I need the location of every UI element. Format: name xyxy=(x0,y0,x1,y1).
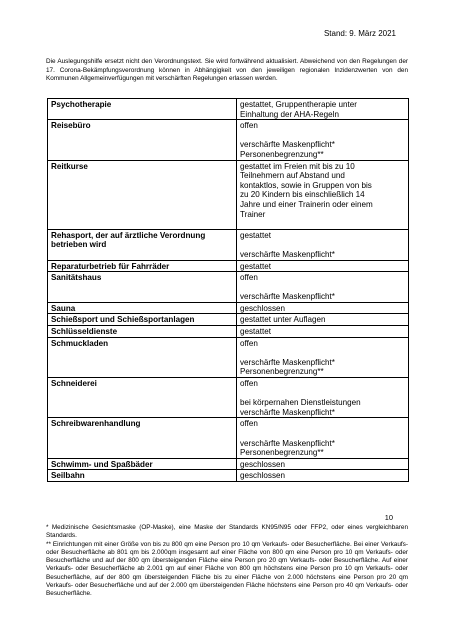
establishment-name: Schneiderei xyxy=(48,378,237,418)
regulation-line: geschlossen xyxy=(240,471,285,481)
table-row xyxy=(48,260,409,272)
table-row xyxy=(48,337,409,377)
regulation-line: kontaktlos, sowie in Gruppen von bis xyxy=(240,180,372,190)
regulation-line: zu 20 Kindern bis einschließlich 14 xyxy=(240,190,365,200)
regulation-line xyxy=(240,429,405,439)
regulation-cell xyxy=(237,302,409,314)
establishment-name: Reparaturbetrieb für Fahrräder xyxy=(48,260,237,272)
regulation-line: Personenbegrenzung** xyxy=(240,149,324,159)
regulation-line: verschärfte Maskenpflicht* xyxy=(240,407,335,417)
establishment-name: Schießsport und Schießsportanlagen xyxy=(48,314,237,326)
rules-table xyxy=(47,98,409,482)
table-row xyxy=(48,120,409,160)
establishment-name: Reisebüro xyxy=(48,120,237,160)
regulation-cell xyxy=(237,272,409,303)
establishment-name: Schlüsseldienste xyxy=(48,326,237,338)
regulation-cell xyxy=(237,470,409,482)
footnotes xyxy=(46,524,408,599)
regulation-line: Jahre und einer Trainerin oder einem xyxy=(240,199,373,209)
table-row xyxy=(48,378,409,418)
regulation-line: geschlossen xyxy=(240,459,285,469)
regulation-line xyxy=(240,283,405,293)
regulation-cell xyxy=(237,314,409,326)
regulation-line: verschärfte Maskenpflicht* xyxy=(240,140,335,150)
regulation-line xyxy=(240,131,405,141)
regulation-cell xyxy=(237,99,409,120)
regulation-cell xyxy=(237,160,409,229)
establishment-name: Psychotherapie xyxy=(48,99,237,120)
regulation-line xyxy=(240,219,405,229)
intro-paragraph: Die Auslegungshilfe ersetzt nicht den Verordnungstext. Sie wird fortwährend aktualisiert. Abweichend von den Regelungen der 17. Corona-Bekämpfungsverordnung können in Abhängigkeit von den jeweiligen regionalen Inzidenzwerten von den Kommunen Allgemeinverfügungen mit verschärften Regelungen erlassen werden. xyxy=(46,58,408,83)
footnote-person-limit: ** Einrichtungen mit einer Größe von bis zu 800 qm eine Person pro 10 qm Verkaufs- oder Besucherfläche. Bei einer Verkaufs- oder Besucherfläche ab 801 qm bis 2.000qm insgesamt auf einer Fläche von 800 qm eine Person pro 10 qm Verkaufs- oder Besucherfläche und auf der 800 qm übersteigenden Fläche eine Person pro 20 qm Verkaufs- oder Besucherfläche. Auf einer Verkaufs- oder Besucherfläche ab 2.001 qm auf einer Fläche von 800 qm höchstens eine Person pro 10 qm Verkaufs- oder Besucherfläche, auf der 800 qm übersteigenden Fläche bis zu einer Fläche von 2.000 höchstens eine Person pro 20 qm Verkaufs- oder Besucherfläche und auf der 2.000 qm übersteigenden Fläche höchstens eine Person pro 40 qm Verkaufs- oder Besucherfläche. xyxy=(46,540,408,598)
regulation-line: offen xyxy=(240,121,258,131)
page-number: 10 xyxy=(384,513,393,522)
regulation-line: gestattet unter Auflagen xyxy=(240,315,326,325)
establishment-name: Schwimm- und Spaßbäder xyxy=(48,458,237,470)
table-row xyxy=(48,470,409,482)
regulation-line: gestattet xyxy=(240,261,272,271)
regulation-cell xyxy=(237,458,409,470)
establishment-name: Rehasport, der auf ärztliche Verordnung betrieben wird xyxy=(48,229,237,260)
regulation-line: offen xyxy=(240,379,258,389)
regulation-line: gestattet im Freien mit bis zu 10 xyxy=(240,161,355,171)
table-row xyxy=(48,229,409,260)
regulation-line xyxy=(240,389,405,399)
regulation-line: offen xyxy=(240,338,258,348)
table-row xyxy=(48,160,409,229)
regulation-line: gestattet xyxy=(240,230,272,240)
regulation-line: Personenbegrenzung** xyxy=(240,448,324,458)
regulation-cell xyxy=(237,378,409,418)
regulation-line: verschärfte Maskenpflicht* xyxy=(240,292,335,302)
table-row xyxy=(48,326,409,338)
regulation-line: verschärfte Maskenpflicht* xyxy=(240,438,335,448)
table-row xyxy=(48,99,409,120)
table-row xyxy=(48,458,409,470)
date-stamp: Stand: 9. März 2021 xyxy=(323,29,396,38)
establishment-name: Schmuckladen xyxy=(48,337,237,377)
regulation-cell xyxy=(237,120,409,160)
regulation-line: Personenbegrenzung** xyxy=(240,367,324,377)
regulation-line xyxy=(240,348,405,358)
regulation-line: verschärfte Maskenpflicht* xyxy=(240,357,335,367)
regulation-line: gestattet, Gruppentherapie unter xyxy=(240,100,357,109)
establishment-name: Seilbahn xyxy=(48,470,237,482)
regulation-line: geschlossen xyxy=(240,303,285,313)
establishment-name: Reitkurse xyxy=(48,160,237,229)
regulation-line: offen xyxy=(240,419,258,429)
regulation-line: Teilnehmern auf Abstand und xyxy=(240,171,345,181)
table-row xyxy=(48,314,409,326)
regulation-line: Trainer xyxy=(240,209,266,219)
establishment-name: Sanitätshaus xyxy=(48,272,237,303)
table-row xyxy=(48,418,409,458)
footnote-mask: * Medizinische Gesichtsmaske (OP-Maske), eine Maske der Standards KN95/N95 oder FFP2, oder eines vergleichbaren Standards. xyxy=(46,524,408,540)
table-row xyxy=(48,272,409,303)
regulation-cell xyxy=(237,260,409,272)
regulation-line: gestattet xyxy=(240,327,272,337)
regulation-line: bei körpernahen Dienstleistungen xyxy=(240,398,361,408)
regulation-line: offen xyxy=(240,273,258,283)
regulation-cell xyxy=(237,337,409,377)
establishment-name: Schreibwarenhandlung xyxy=(48,418,237,458)
establishment-name: Sauna xyxy=(48,302,237,314)
regulation-line: Einhaltung der AHA-Regeln xyxy=(240,109,339,119)
table-row xyxy=(48,302,409,314)
regulation-cell xyxy=(237,418,409,458)
regulation-line xyxy=(240,240,405,250)
regulation-line: verschärfte Maskenpflicht* xyxy=(240,249,335,259)
regulation-cell xyxy=(237,229,409,260)
regulation-cell xyxy=(237,326,409,338)
